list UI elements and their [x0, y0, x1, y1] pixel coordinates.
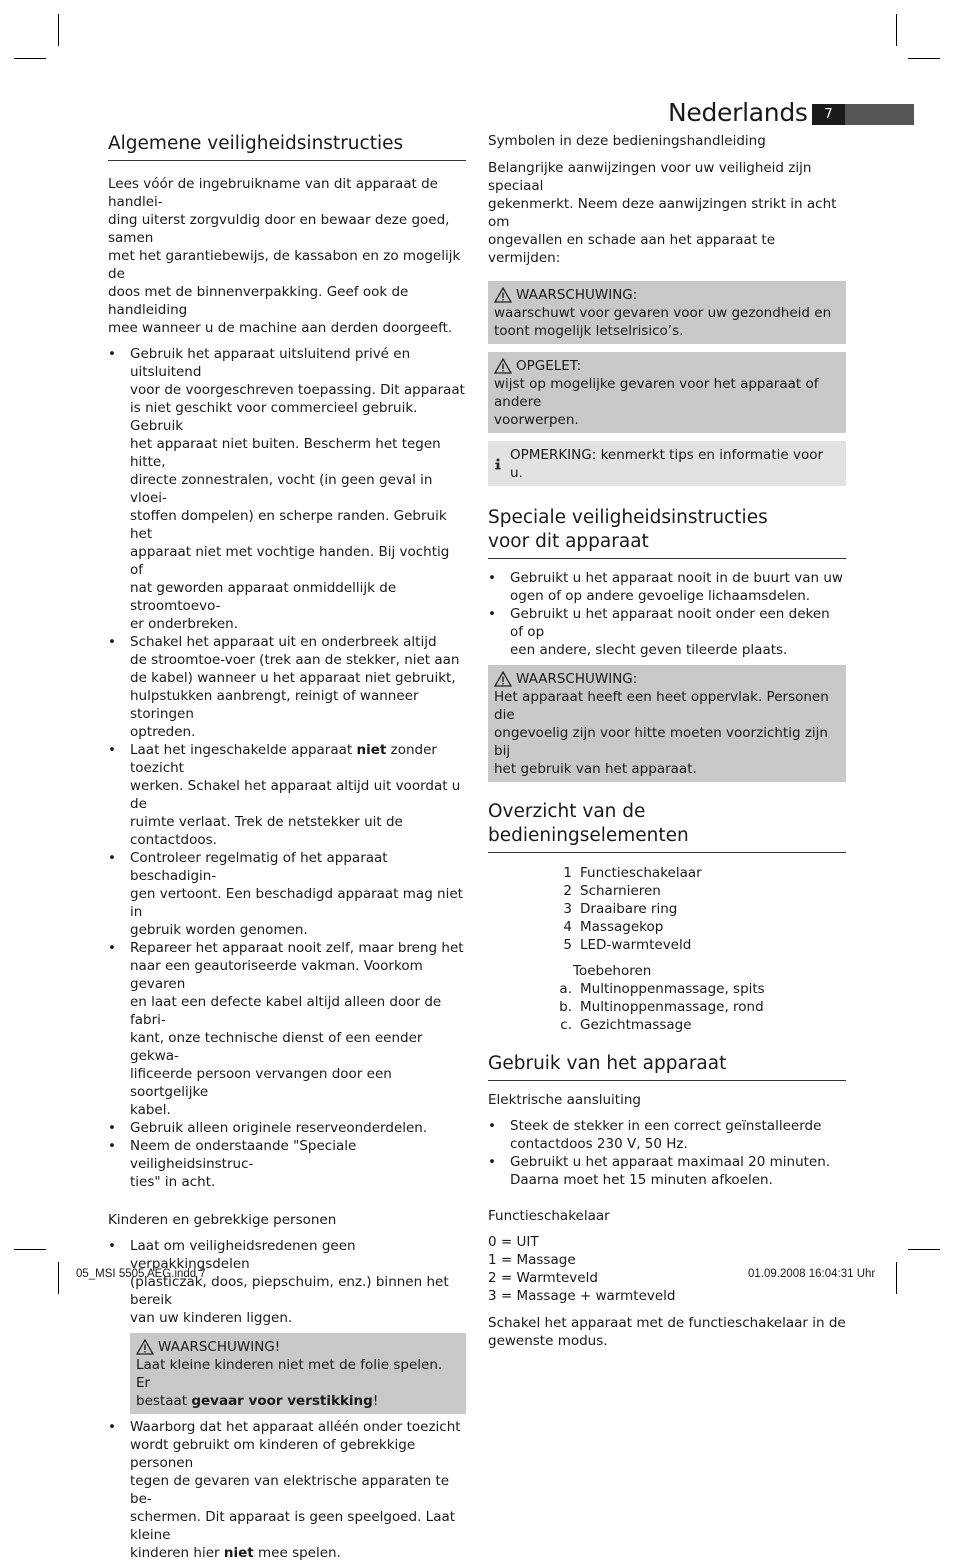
- warning-line: Laat kleine kinderen niet met de folie spelen. Er: [136, 1357, 443, 1391]
- list-item: [488, 1153, 846, 1189]
- text-line: ding uiterst zorgvuldig door en bewaar deze goed, samen: [108, 212, 450, 246]
- warning-text: [494, 304, 840, 340]
- text-line: hulpstukken aanbrengt, reinigt of wanneer storingen: [130, 688, 419, 722]
- text-line: is niet geschikt voor commercieel gebruik. Gebruik: [130, 400, 418, 434]
- list-item: [550, 882, 846, 900]
- item-number: b.: [559, 999, 572, 1015]
- item-number: 5: [563, 937, 572, 953]
- symbols-intro-paragraph: [488, 159, 846, 267]
- warning-box-suffocation: [130, 1333, 466, 1414]
- supervision-bullet-list: [108, 1418, 466, 1562]
- list-item: [550, 998, 846, 1016]
- text-line: • Controleer regelmatig of het apparaat beschadigin-: [130, 850, 388, 884]
- text-line: wordt gebruikt om kinderen of gebrekkige personen: [130, 1437, 416, 1471]
- text-line: gewenste modus.: [488, 1333, 608, 1349]
- accessories-list: [550, 980, 846, 1034]
- subsection-title-function-switch: Functieschakelaar: [488, 1208, 610, 1224]
- list-item: [108, 633, 466, 741]
- warning-triangle-icon: [494, 358, 512, 374]
- warning-triangle-icon: [136, 1339, 154, 1355]
- section-title-special-safety: Speciale veiligheidsinstructies voor dit apparaat: [488, 506, 846, 559]
- subsection-title-symbols: Symbolen in deze bedieningshandleiding: [488, 133, 766, 149]
- warning-title: WAARSCHUWING:: [516, 671, 638, 687]
- warning-text: [494, 688, 840, 778]
- page-number: 7: [812, 104, 845, 125]
- text-line: schermen. Dit apparaat is geen speelgoed. Laat kleine: [130, 1509, 456, 1543]
- caution-box: [488, 352, 846, 433]
- text-line: er onderbreken.: [130, 616, 239, 632]
- language-title: Nederlands: [668, 98, 808, 127]
- switch-outro-paragraph: [488, 1314, 846, 1350]
- text-line: optreden.: [130, 724, 196, 740]
- text-line: 3 = Massage + warmteveld: [488, 1288, 676, 1304]
- item-label: LED-warmteveld: [580, 937, 692, 953]
- list-item: [108, 1237, 466, 1327]
- item-number: c.: [560, 1017, 572, 1033]
- item-label: Multinoppenmassage, spits: [580, 981, 765, 997]
- text-line: waarschuwt voor gevaren voor uw gezondheid en: [494, 305, 832, 321]
- list-item: [108, 849, 466, 939]
- text-line: • Repareer het apparaat nooit zelf, maar breng het: [130, 940, 464, 956]
- warning-triangle-icon: [494, 287, 512, 303]
- warning-triangle-icon: [494, 671, 512, 687]
- item-number: 3: [563, 901, 572, 917]
- text-line: en laat een defecte kabel altijd alleen door de fabri-: [130, 994, 442, 1028]
- text-line: kant, onze technische dienst of een eender gekwa-: [130, 1030, 423, 1064]
- text-line: Het apparaat heeft een heet oppervlak. Personen die: [494, 689, 829, 723]
- text-line: (plasticzak, doos, piepschuim, enz.) binnen het bereik: [130, 1274, 449, 1308]
- list-item: [550, 980, 846, 998]
- text-line: van uw kinderen liggen.: [130, 1310, 293, 1326]
- text-line: ongevoelig zijn voor hitte moeten voorzichtig zijn bij: [494, 725, 828, 759]
- safety-bullet-list: [108, 345, 466, 1191]
- text-line: wijst op mogelijke gevaren voor het apparaat of andere: [494, 376, 819, 410]
- text-line: nat geworden apparaat onmiddellijk de stroomtoevo-: [130, 580, 397, 614]
- text-line: Daarna moet het 15 minuten afkoelen.: [510, 1172, 773, 1188]
- text-line: doos met de binnenverpakking. Geef ook de handleiding: [108, 284, 409, 318]
- list-item: [108, 1119, 466, 1137]
- warning-box-hot-surface: [488, 665, 846, 782]
- item-label: Multinoppenmassage, rond: [580, 999, 764, 1015]
- warning-title: WAARSCHUWING!: [158, 1339, 281, 1355]
- text-line: ogen of op andere gevoelige lichaamsdelen.: [510, 588, 811, 604]
- footer-datetime: 01.09.2008 16:04:31 Uhr: [748, 1268, 876, 1280]
- crop-mark: [908, 58, 940, 59]
- right-column: [488, 132, 846, 1350]
- intro-paragraph: [108, 175, 466, 337]
- text-line: • Steek de stekker in een correct geïnstalleerde: [510, 1118, 822, 1134]
- item-number: 1: [563, 865, 572, 881]
- item-number: 4: [563, 919, 572, 935]
- list-item: [108, 345, 466, 633]
- text-line: werken. Schakel het apparaat altijd uit voordat u de: [130, 778, 461, 812]
- list-item: [488, 569, 846, 605]
- children-bullet-list: [108, 1237, 466, 1327]
- text-line: met het garantiebewijs, de kassabon en zo mogelijk de: [108, 248, 461, 282]
- warning-box: [488, 281, 846, 344]
- warning-line: bestaat gevaar voor verstikking!: [136, 1393, 379, 1409]
- text-line: • Gebruikt u het apparaat nooit onder een deken of op: [510, 606, 830, 640]
- text-line: ruimte verlaat. Trek de netstekker uit de contactdoos.: [130, 814, 403, 848]
- text-line: Lees vóór de ingebruikname van dit apparaat de handlei-: [108, 176, 438, 210]
- note-title: OPMERKING:: [510, 447, 597, 463]
- list-item: [550, 900, 846, 918]
- list-item: [108, 1137, 466, 1191]
- list-item: [108, 741, 466, 849]
- text-line: gebruik worden genomen.: [130, 922, 308, 938]
- text-line: apparaat niet met vochtige handen. Bij vochtig of: [130, 544, 450, 578]
- text-line: ties" in acht.: [130, 1174, 216, 1190]
- item-label: Massagekop: [580, 919, 664, 935]
- text-line: ongevallen en schade aan het apparaat te vermijden:: [488, 232, 776, 266]
- text-line: 1 = Massage: [488, 1252, 576, 1268]
- list-item: [108, 939, 466, 1119]
- electrical-bullet-list: [488, 1117, 846, 1189]
- text-line: • Schakel het apparaat uit en onderbreek altijd: [130, 634, 437, 650]
- text-line: directe zonnestralen, vocht (in geen geval in vloei-: [130, 472, 433, 506]
- text-line: voor de voorgeschreven toepassing. Dit apparaat: [130, 382, 465, 398]
- list-item: [550, 936, 846, 954]
- crop-mark: [896, 1262, 897, 1294]
- caution-text: [494, 375, 840, 429]
- text-line: • Laat het ingeschakelde apparaat niet zonder toezicht: [130, 742, 437, 776]
- text-line: naar een geautoriseerde vakman. Voorkom gevaren: [130, 958, 423, 992]
- text-line: kinderen hier niet mee spelen.: [130, 1545, 341, 1561]
- text-line: • Gebruikt u het apparaat nooit in de buurt van uw: [510, 570, 843, 586]
- text-line: de kabel) wanneer u het apparaat niet gebruikt,: [130, 670, 456, 686]
- text-line: Belangrijke aanwijzingen voor uw veiligheid zijn speciaal: [488, 160, 812, 194]
- text-line: gen vertoont. Een beschadigd apparaat mag niet in: [130, 886, 463, 920]
- text-line: • Laat om veiligheidsredenen geen verpakkingsdelen: [130, 1238, 356, 1272]
- text-line: • Gebruik alleen originele reserveonderdelen.: [130, 1120, 428, 1136]
- list-item: [550, 918, 846, 936]
- text-line: gekenmerkt. Neem deze aanwijzingen strikt in acht om: [488, 196, 837, 230]
- crop-mark: [908, 1249, 940, 1250]
- text-line: lificeerde persoon vervangen door een soortgelijke: [130, 1066, 392, 1100]
- text-line: het gebruik van het apparaat.: [494, 761, 697, 777]
- crop-mark: [58, 14, 59, 46]
- list-item: [550, 864, 846, 882]
- left-column: [108, 132, 466, 1562]
- controls-list: [550, 864, 846, 954]
- item-number: 2: [563, 883, 572, 899]
- list-item: [550, 1016, 846, 1034]
- list-item: [488, 1117, 846, 1153]
- text-line: kabel.: [130, 1102, 171, 1118]
- item-label: Scharnieren: [580, 883, 661, 899]
- subsection-title-children: Kinderen en gebrekkige personen: [108, 1212, 337, 1228]
- text-line: de stroomtoe-voer (trek aan de stekker, niet aan: [130, 652, 460, 668]
- note-text: kenmerkt tips en informatie voor u.: [510, 447, 824, 481]
- item-number: a.: [559, 981, 572, 997]
- item-label: Gezichtmassage: [580, 1017, 692, 1033]
- footer-file-info: 05_MSI 5505 AEG.indd 7: [76, 1268, 206, 1280]
- special-bullet-list: [488, 569, 846, 659]
- text-line: Schakel het apparaat met de functieschakelaar in de: [488, 1315, 846, 1331]
- info-icon: [494, 456, 506, 472]
- list-item: [108, 1418, 466, 1562]
- header-bar: [845, 104, 914, 125]
- text-line: • Gebruikt u het apparaat maximaal 20 minuten.: [510, 1154, 831, 1170]
- crop-mark: [14, 58, 46, 59]
- text-line: 2 = Warmteveld: [488, 1270, 598, 1286]
- section-title-controls: Overzicht van de bedieningselementen: [488, 800, 846, 853]
- text-line: mee wanneer u de machine aan derden doorgeeft.: [108, 320, 453, 336]
- section-title-usage: Gebruik van het apparaat: [488, 1052, 846, 1081]
- text-line: voorwerpen.: [494, 412, 579, 428]
- section-title-general-safety: Algemene veiligheidsinstructies: [108, 132, 466, 161]
- text-line: • Waarborg dat het apparaat alléén onder toezicht: [130, 1419, 461, 1435]
- text-line: een andere, slecht geven tileerde plaats.: [510, 642, 788, 658]
- text-line: stoffen dompelen) en scherpe randen. Gebruik het: [130, 508, 447, 542]
- subsection-title-electrical: Elektrische aansluiting: [488, 1092, 641, 1108]
- text-line: 0 = UIT: [488, 1234, 539, 1250]
- text-line: • Neem de onderstaande "Speciale veiligheidsinstruc-: [130, 1138, 357, 1172]
- text-line: tegen de gevaren van elektrische apparaten te be-: [130, 1473, 450, 1507]
- caution-title: OPGELET:: [516, 358, 582, 374]
- text-line: het apparaat niet buiten. Bescherm het tegen hitte,: [130, 436, 441, 470]
- note-box: [488, 441, 846, 486]
- accessories-title: Toebehoren: [573, 963, 652, 979]
- text-line: toont mogelijk letselrisico’s.: [494, 323, 684, 339]
- crop-mark: [14, 1249, 46, 1250]
- text-line: contactdoos 230 V, 50 Hz.: [510, 1136, 688, 1152]
- warning-title: WAARSCHUWING:: [516, 287, 638, 303]
- item-label: Draaibare ring: [580, 901, 678, 917]
- list-item: [488, 605, 846, 659]
- crop-mark: [896, 14, 897, 46]
- text-line: • Gebruik het apparaat uitsluitend privé en uitsluitend: [130, 346, 411, 380]
- crop-mark: [58, 1262, 59, 1294]
- item-label: Functieschakelaar: [580, 865, 702, 881]
